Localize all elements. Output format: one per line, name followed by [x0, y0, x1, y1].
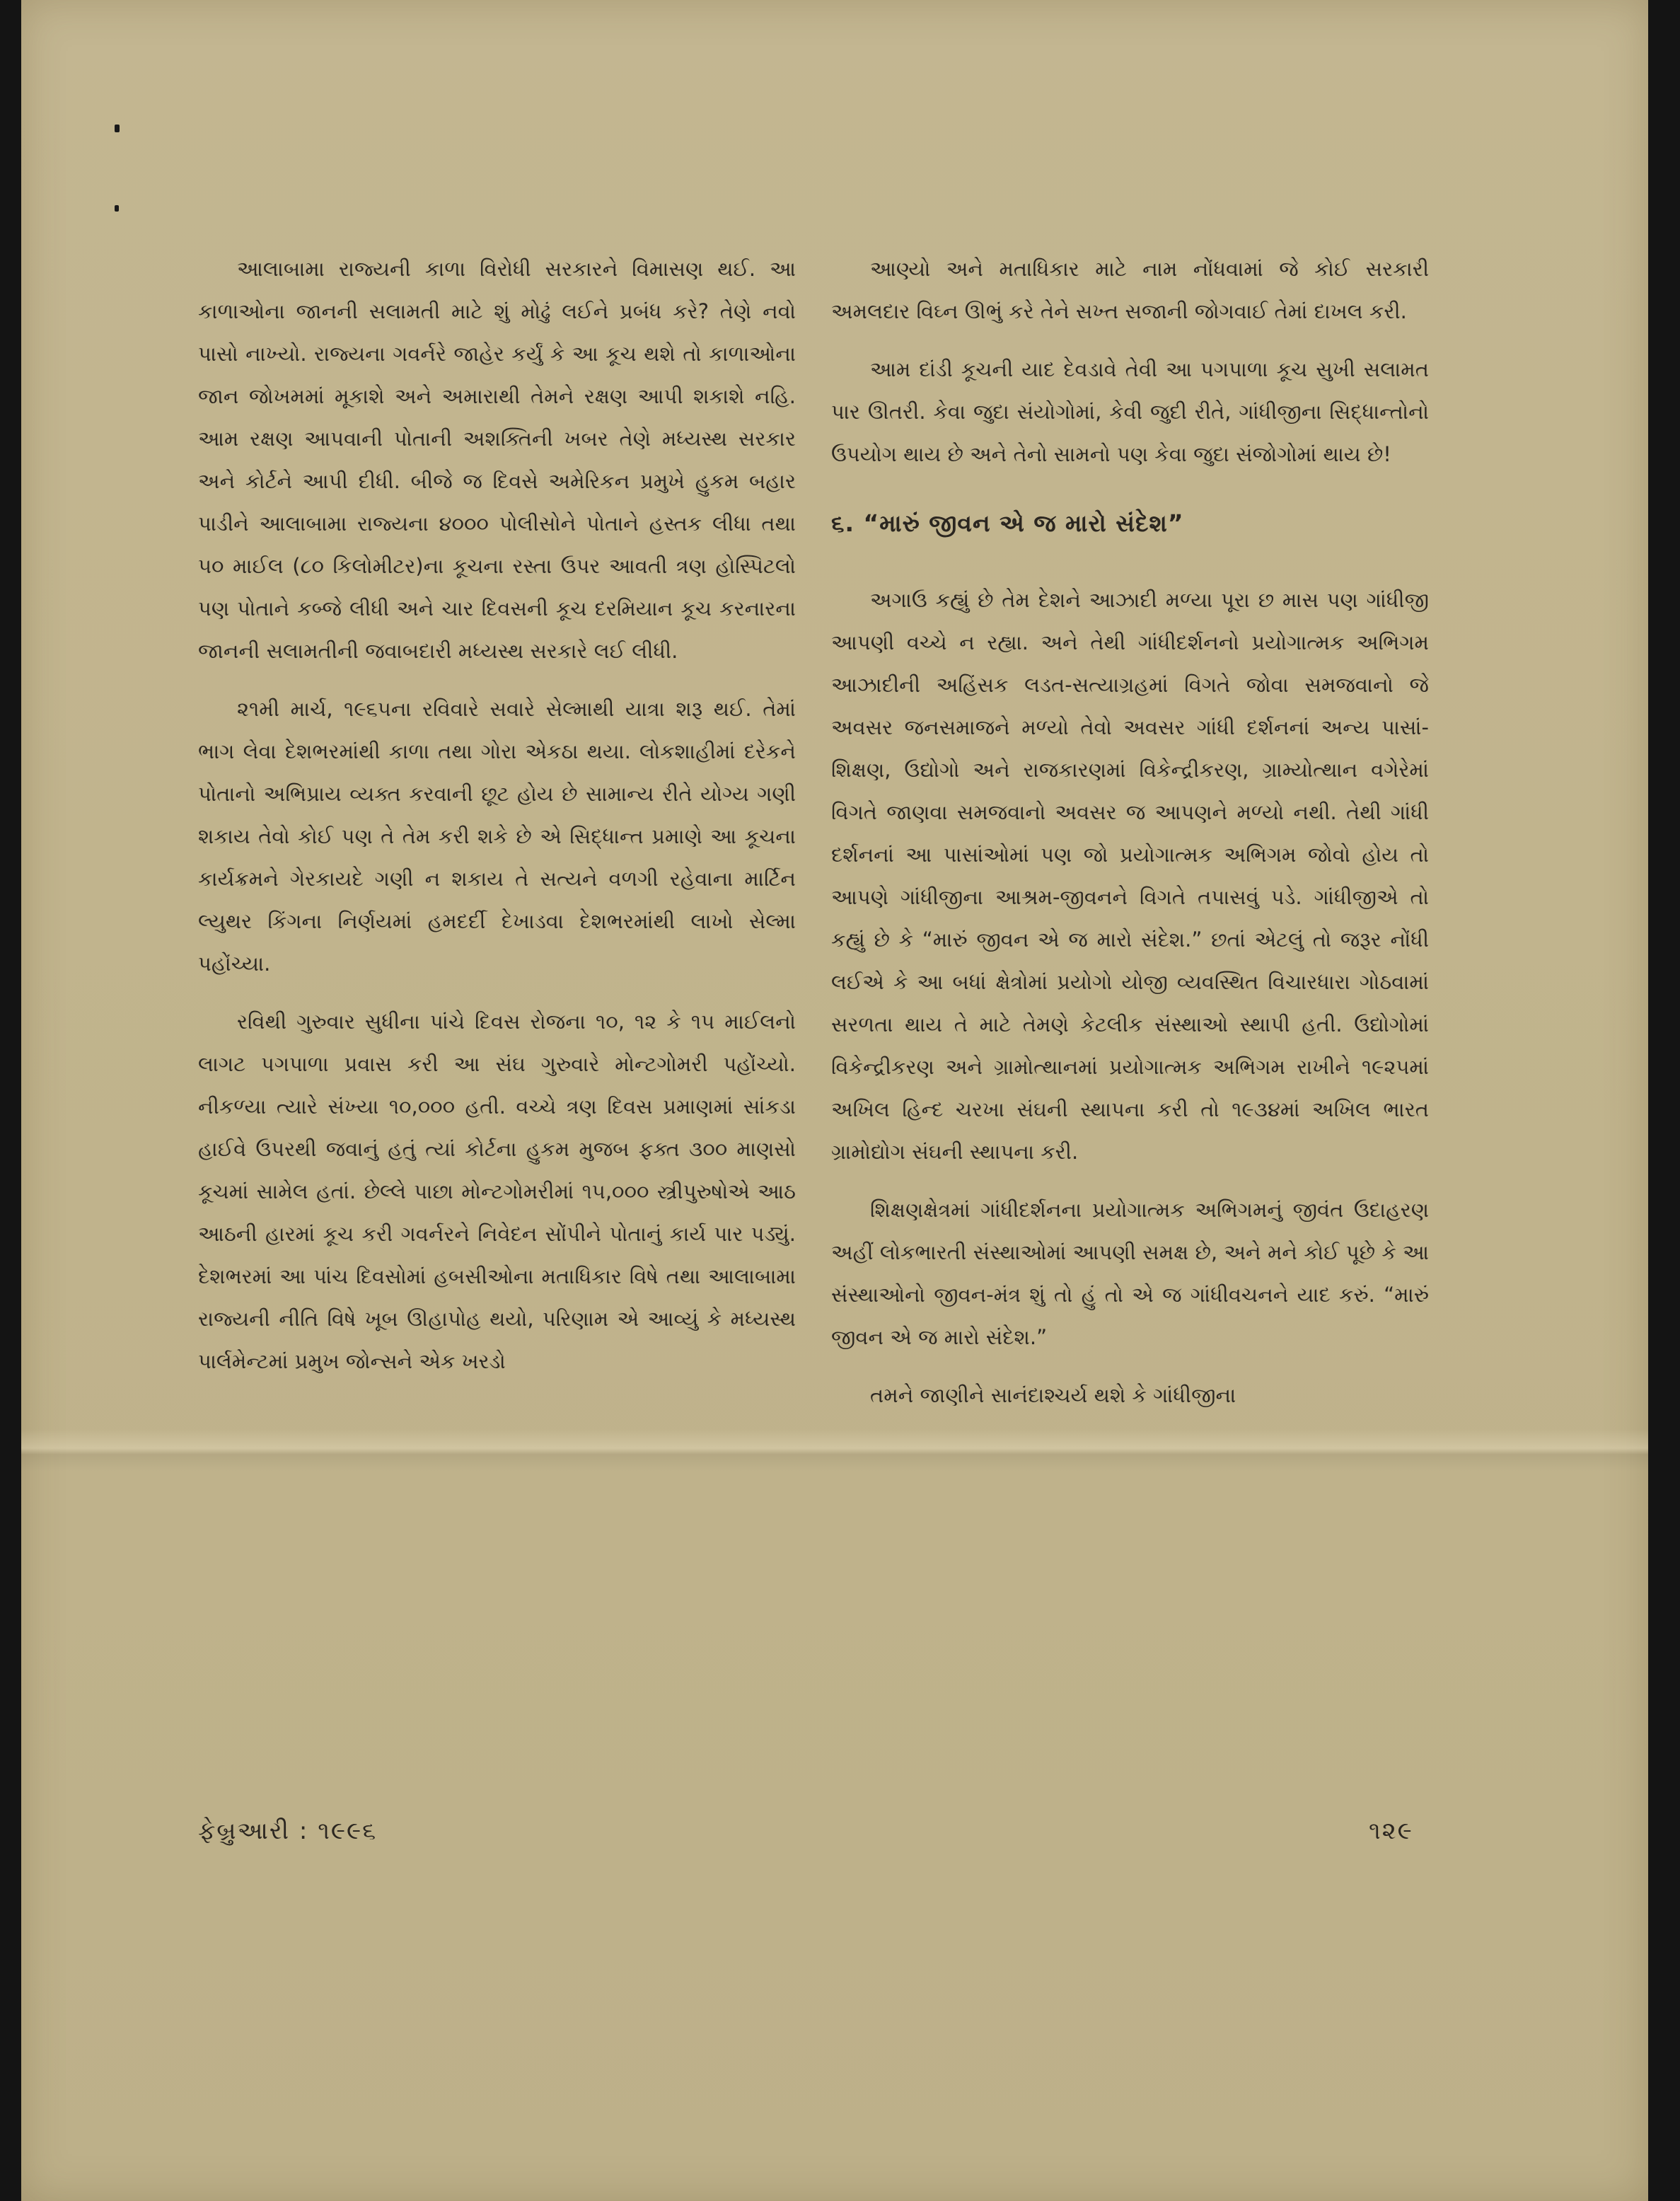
section-heading: ૬. “મારું જીવન એ જ મારો સંદેશ” [831, 509, 1184, 537]
paragraph: શિક્ષણક્ષેત્રમાં ગાંધીદર્શનના પ્રયોગાત્મક અભિગમનું જીવંત ઉદાહરણ અહીં લોકભારતી સંસ્થાઓમાં આપણી સમક્ષ છે, અને મને કોઈ પૂછે કે આ સંસ્થાઓનો જીવન-મંત્ર શું તો હું તો એ જ ગાંધીવચનને યાદ કરું. “મારું જીવન એ જ મારો સંદેશ.” [831, 1198, 1429, 1349]
right-column [831, 248, 1429, 1432]
paragraph: અગાઉ કહ્યું છે તેમ દેશને આઝાદી મળ્યા પૂરા છ માસ પણ ગાંધીજી આપણી વચ્ચે ન રહ્યા. અને તેથી ગાંધીદર્શનનો પ્રયોગાત્મક અભિગમ આઝાદીની અહિંસક લડત-સત્યાગ્રહમાં વિગતે જોવા સમજવાનો જે અવસર જનસમાજને મળ્યો તેવો અવસર ગાંધી દર્શનનાં અન્ય પાસાં-શિક્ષણ, ઉદ્યોગો અને રાજકારણમાં વિકેન્દ્રીકરણ, ગ્રામ્યોત્થાન વગેરેમાં વિગતે જાણવા સમજવાનો અવસર જ આપણને મળ્યો નથી. તેથી ગાંધી દર્શનનાં આ પાસાંઓમાં પણ જો પ્રયોગાત્મક અભિગમ જોવો હોય તો આપણે ગાંધીજીના આશ્રમ-જીવનને વિગતે તપાસવું પડે. ગાંધીજીએ તો કહ્યું છે કે “મારું જીવન એ જ મારો સંદેશ.” છતાં એટલું તો જરૂર નોંધી લઈએ કે આ બધાં ક્ષેત્રોમાં પ્રયોગો યોજી વ્યવસ્થિત વિચારધારા ગોઠવામાં સરળતા થાય તે માટે તેમણે કેટલીક સંસ્થાઓ સ્થાપી હતી. ઉદ્યોગોમાં વિકેન્દ્રીકરણ અને ગ્રામોત્થાનમાં પ્રયોગાત્મક અભિગમ રાખીને ૧૯૨૫માં અખિલ હિન્દ ચરખા સંઘની સ્થાપના કરી તો ૧૯૩૪માં અખિલ ભારત ગ્રામોદ્યોગ સંઘની સ્થાપના કરી. [831, 588, 1429, 1164]
paragraph: આમ દાંડી કૂચની યાદ દેવડાવે તેવી આ પગપાળા કૂચ સુખી સલામત પાર ઊતરી. કેવા જુદા સંયોગોમાં, કેવી જુદી રીતે, ગાંધીજીના સિદ્ધાન્તોનો ઉપયોગ થાય છે અને તેનો સામનો પણ કેવા જુદા સંજોગોમાં થાય છે! [831, 357, 1429, 466]
page-number: ૧૨૯ [1369, 1817, 1413, 1845]
binding-hole-mark [115, 205, 119, 212]
paragraph: ૨૧મી માર્ચ, ૧૯૬૫ના રવિવારે સવારે સેલ્માથી યાત્રા શરૂ થઈ. તેમાં ભાગ લેવા દેશભરમાંથી કાળા તથા ગોરા એકઠા થયા. લોકશાહીમાં દરેકને પોતાનો અભિપ્રાય વ્યક્ત કરવાની છૂટ હોય છે સામાન્ય રીતે યોગ્ય ગણી શકાય તેવો કોઈ પણ તે તેમ કરી શકે છે એ સિદ્ધાન્ત પ્રમાણે આ કૂચના કાર્યક્રમને ગેરકાયદે ગણી ન શકાય તે સત્યને વળગી રહેવાના માર્ટિન લ્યુથર કિંગના નિર્ણયમાં હમદર્દી દેખાડવા દેશભરમાંથી લાખો સેલ્મા પહોંચ્યા. [198, 697, 796, 976]
paragraph: આલાબામા રાજ્યની કાળા વિરોધી સરકારને વિમાસણ થઈ. આ કાળાઓના જાનની સલામતી માટે શું મોઢું લઈને પ્રબંધ કરે? તેણે નવો પાસો નાખ્યો. રાજ્યના ગવર્નરે જાહેર કર્યું કે આ કૂચ થશે તો કાળાઓના જાન જોખમમાં મૂકાશે અને અમારાથી તેમને રક્ષણ આપી શકાશે નહિ. આમ રક્ષણ આપવાની પોતાની અશક્તિની ખબર તેણે મધ્યસ્થ સરકાર અને કોર્ટને આપી દીધી. બીજે જ દિવસે અમેરિકન પ્રમુખે હુકમ બહાર પાડીને આલાબામા રાજ્યના ૪૦૦૦ પોલીસોને પોતાને હસ્તક લીધા તથા ૫૦ માઈલ (૮૦ કિલોમીટર)ના કૂચના રસ્તા ઉપર આવતી ત્રણ હોસ્પિટલો પણ પોતાને કબ્જે લીધી અને ચાર દિવસની કૂચ દરમિયાન કૂચ કરનારના જાનની સલામતીની જવાબદારી મધ્યસ્થ સરકારે લઈ લીધી. [198, 257, 796, 663]
paper-fold-crease [21, 1429, 1648, 1472]
paragraph: તમને જાણીને સાનંદાશ્ચર્ય થશે કે ગાંધીજીના [870, 1383, 1236, 1407]
paragraph: આણ્યો અને મતાધિકાર માટે નામ નોંધવામાં જે કોઈ સરકારી અમલદાર વિઘ્ન ઊભું કરે તેને સખ્ત સજાની જોગવાઈ તેમાં દાખલ કરી. [831, 257, 1429, 323]
binding-hole-mark [115, 125, 120, 132]
paragraph: રવિથી ગુરુવાર સુધીના પાંચે દિવસ રોજના ૧૦, ૧૨ કે ૧૫ માઈલનો લાગટ પગપાળા પ્રવાસ કરી આ સંઘ ગુરુવારે મોન્ટગોમરી પહોંચ્યો. નીકળ્યા ત્યારે સંખ્યા ૧૦,૦૦૦ હતી. વચ્ચે ત્રણ દિવસ પ્રમાણમાં સાંકડા હાઈવે ઉપરથી જવાનું હતું ત્યાં કોર્ટના હુકમ મુજબ ફક્ત ૩૦૦ માણસો કૂચમાં સામેલ હતાં. છેલ્લે પાછા મોન્ટગોમરીમાં ૧૫,૦૦૦ સ્ત્રીપુરુષોએ આઠ આઠની હારમાં કૂચ કરી ગવર્નરને નિવેદન સોંપીને પોતાનું કાર્ય પાર પડ્યું. દેશભરમાં આ પાંચ દિવસોમાં હબસીઓના મતાધિકાર વિષે તથા આલાબામા રાજ્યની નીતિ વિષે ખૂબ ઊહાપોહ થયો, પરિણામ એ આવ્યું કે મધ્યસ્થ પાર્લમેન્ટમાં પ્રમુખ જોન્સને એક ખરડો [198, 1010, 796, 1373]
left-column [198, 248, 796, 1398]
issue-date: ફેબ્રુઆરી : ૧૯૯૬ [198, 1817, 378, 1845]
